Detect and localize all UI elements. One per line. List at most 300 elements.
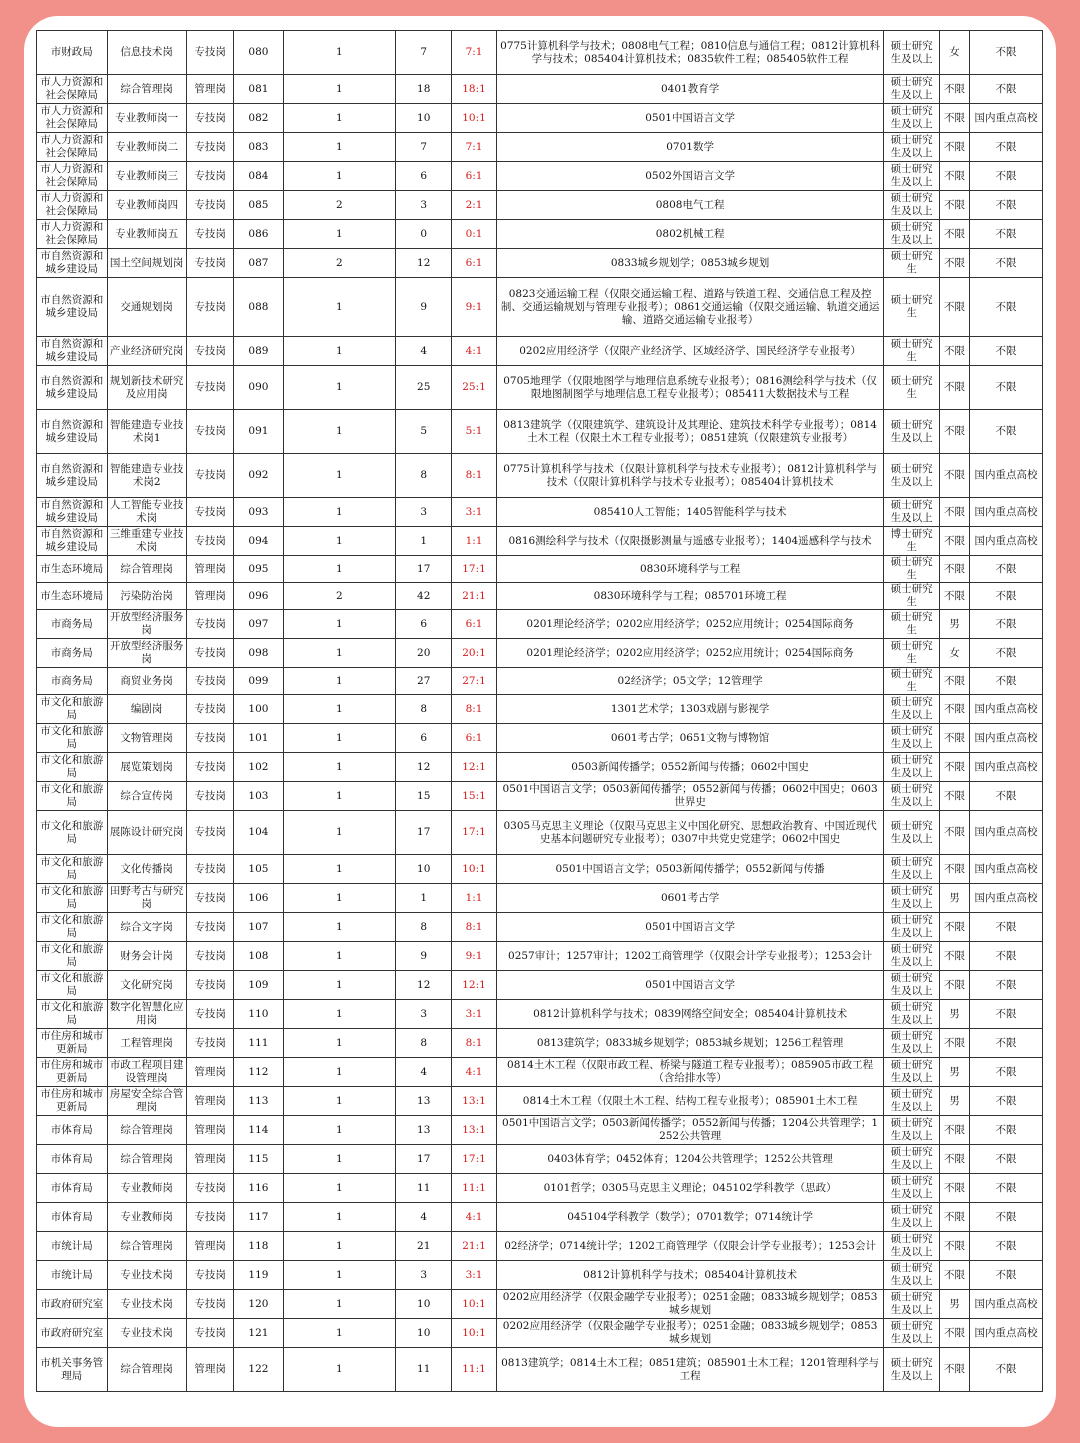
unit-cell: 市文化和旅游局 (37, 811, 108, 855)
unit-cell: 市文化和旅游局 (37, 695, 108, 724)
unit-cell: 市商务局 (37, 610, 108, 639)
school-cell: 不限 (970, 220, 1043, 249)
major-cell: 0601考古学 (496, 884, 884, 913)
gender-cell: 男 (939, 1087, 969, 1116)
education-cell: 硕士研究生及以上 (884, 695, 939, 724)
major-cell: 0813建筑学；0833城乡规划学；0853城乡规划；1256工程管理 (496, 1029, 884, 1058)
table-row (37, 1145, 1043, 1174)
gender-cell: 不限 (939, 1348, 969, 1392)
gender-cell: 不限 (939, 366, 969, 410)
ratio-cell: 20:1 (452, 639, 496, 668)
major-cell: 0813建筑学；0814土木工程；0851建筑；085901土木工程；1201管理科学与工程 (496, 1348, 884, 1392)
applicant-count-cell: 27 (396, 668, 452, 695)
gender-cell: 不限 (939, 220, 969, 249)
school-cell: 不限 (970, 1348, 1043, 1392)
post-type-cell: 专技岗 (186, 220, 234, 249)
plan-count-cell: 1 (283, 610, 396, 639)
applicant-count-cell: 10 (396, 855, 452, 884)
plan-count-cell: 1 (283, 782, 396, 811)
school-cell: 国内重点高校 (970, 527, 1043, 556)
gender-cell: 不限 (939, 410, 969, 454)
post-code-cell: 083 (234, 133, 283, 162)
plan-count-cell: 1 (283, 133, 396, 162)
applicant-count-cell: 6 (396, 162, 452, 191)
plan-count-cell: 1 (283, 278, 396, 337)
school-cell: 不限 (970, 639, 1043, 668)
post-type-cell: 专技岗 (186, 942, 234, 971)
plan-count-cell: 1 (283, 1145, 396, 1174)
applicant-count-cell: 8 (396, 695, 452, 724)
education-cell: 硕士研究生及以上 (884, 782, 939, 811)
education-cell: 硕士研究生及以上 (884, 1261, 939, 1290)
major-cell: 0202应用经济学（仅限金融学专业报考）；0251金融；0833城乡规划学；0853城乡规划 (496, 1290, 884, 1319)
education-cell: 硕士研究生及以上 (884, 1348, 939, 1392)
major-cell: 02经济学；05文学；12管理学 (496, 668, 884, 695)
major-cell: 0501中国语言文学 (496, 913, 884, 942)
unit-cell: 市自然资源和城乡建设局 (37, 527, 108, 556)
applicant-count-cell: 7 (396, 31, 452, 75)
education-cell: 硕士研究生 (884, 583, 939, 610)
post-type-cell: 专技岗 (186, 971, 234, 1000)
post-code-cell: 107 (234, 913, 283, 942)
table-row (37, 1348, 1043, 1392)
ratio-cell: 2:1 (452, 191, 496, 220)
post-type-cell: 专技岗 (186, 366, 234, 410)
unit-cell: 市住房和城市更新局 (37, 1058, 108, 1087)
post-cell: 开放型经济服务岗 (107, 639, 186, 668)
major-cell: 0775计算机科学与技术（仅限计算机科学与技术专业报考）；0812计算机科学与技术（仅限计算机科学与技术专业报考）；085404计算机技术 (496, 454, 884, 498)
applicant-count-cell: 3 (396, 498, 452, 527)
school-cell: 不限 (970, 75, 1043, 104)
post-cell: 信息技术岗 (107, 31, 186, 75)
table-row (37, 971, 1043, 1000)
gender-cell: 不限 (939, 942, 969, 971)
table-row (37, 31, 1043, 75)
post-type-cell: 专技岗 (186, 454, 234, 498)
education-cell: 硕士研究生及以上 (884, 1145, 939, 1174)
plan-count-cell: 1 (283, 556, 396, 583)
post-cell: 污染防治岗 (107, 583, 186, 610)
education-cell: 硕士研究生及以上 (884, 31, 939, 75)
gender-cell: 不限 (939, 133, 969, 162)
ratio-cell: 6:1 (452, 162, 496, 191)
post-type-cell: 专技岗 (186, 1290, 234, 1319)
school-cell: 不限 (970, 556, 1043, 583)
gender-cell: 不限 (939, 1232, 969, 1261)
post-code-cell: 109 (234, 971, 283, 1000)
school-cell: 不限 (970, 610, 1043, 639)
post-type-cell: 专技岗 (186, 884, 234, 913)
applicant-count-cell: 4 (396, 1203, 452, 1232)
applicant-count-cell: 10 (396, 1290, 452, 1319)
ratio-cell: 9:1 (452, 278, 496, 337)
post-type-cell: 专技岗 (186, 724, 234, 753)
ratio-cell: 7:1 (452, 133, 496, 162)
plan-count-cell: 1 (283, 220, 396, 249)
education-cell: 硕士研究生及以上 (884, 1203, 939, 1232)
unit-cell: 市文化和旅游局 (37, 782, 108, 811)
post-cell: 房屋安全综合管理岗 (107, 1087, 186, 1116)
table-row (37, 913, 1043, 942)
unit-cell: 市生态环境局 (37, 556, 108, 583)
post-cell: 智能建造专业技术岗2 (107, 454, 186, 498)
post-cell: 综合管理岗 (107, 556, 186, 583)
applicant-count-cell: 3 (396, 1000, 452, 1029)
plan-count-cell: 1 (283, 1348, 396, 1392)
ratio-cell: 7:1 (452, 31, 496, 75)
unit-cell: 市生态环境局 (37, 583, 108, 610)
post-code-cell: 095 (234, 556, 283, 583)
post-type-cell: 专技岗 (186, 410, 234, 454)
education-cell: 硕士研究生 (884, 366, 939, 410)
school-cell: 不限 (970, 1058, 1043, 1087)
gender-cell: 不限 (939, 527, 969, 556)
post-cell: 综合宣传岗 (107, 782, 186, 811)
applicant-count-cell: 12 (396, 971, 452, 1000)
ratio-cell: 13:1 (452, 1087, 496, 1116)
post-type-cell: 专技岗 (186, 191, 234, 220)
table-row (37, 220, 1043, 249)
table-row (37, 668, 1043, 695)
gender-cell: 不限 (939, 753, 969, 782)
education-cell: 硕士研究生及以上 (884, 1319, 939, 1348)
recruitment-table (36, 30, 1043, 1392)
major-cell: 0601考古学；0651文物与博物馆 (496, 724, 884, 753)
post-code-cell: 084 (234, 162, 283, 191)
post-cell: 文化研究岗 (107, 971, 186, 1000)
post-cell: 文化传播岗 (107, 855, 186, 884)
post-code-cell: 081 (234, 75, 283, 104)
plan-count-cell: 1 (283, 366, 396, 410)
major-cell: 0701数学 (496, 133, 884, 162)
post-cell: 财务会计岗 (107, 942, 186, 971)
unit-cell: 市文化和旅游局 (37, 884, 108, 913)
school-cell: 不限 (970, 1203, 1043, 1232)
ratio-cell: 18:1 (452, 75, 496, 104)
ratio-cell: 11:1 (452, 1174, 496, 1203)
unit-cell: 市财政局 (37, 31, 108, 75)
post-code-cell: 092 (234, 454, 283, 498)
post-cell: 综合管理岗 (107, 1232, 186, 1261)
gender-cell: 不限 (939, 782, 969, 811)
post-type-cell: 管理岗 (186, 1116, 234, 1145)
education-cell: 硕士研究生及以上 (884, 1232, 939, 1261)
post-code-cell: 098 (234, 639, 283, 668)
post-code-cell: 086 (234, 220, 283, 249)
school-cell: 不限 (970, 971, 1043, 1000)
post-code-cell: 096 (234, 583, 283, 610)
gender-cell: 不限 (939, 668, 969, 695)
plan-count-cell: 1 (283, 1203, 396, 1232)
post-cell: 专业教师岗二 (107, 133, 186, 162)
post-type-cell: 专技岗 (186, 278, 234, 337)
school-cell: 不限 (970, 410, 1043, 454)
post-cell: 综合管理岗 (107, 1348, 186, 1392)
education-cell: 硕士研究生及以上 (884, 454, 939, 498)
education-cell: 硕士研究生 (884, 668, 939, 695)
ratio-cell: 17:1 (452, 556, 496, 583)
table-row (37, 1087, 1043, 1116)
post-cell: 专业技术岗 (107, 1261, 186, 1290)
ratio-cell: 1:1 (452, 527, 496, 556)
unit-cell: 市体育局 (37, 1116, 108, 1145)
table-row (37, 1290, 1043, 1319)
post-cell: 专业教师岗五 (107, 220, 186, 249)
gender-cell: 男 (939, 884, 969, 913)
post-type-cell: 专技岗 (186, 753, 234, 782)
unit-cell: 市文化和旅游局 (37, 971, 108, 1000)
ratio-cell: 10:1 (452, 1290, 496, 1319)
applicant-count-cell: 4 (396, 1058, 452, 1087)
plan-count-cell: 1 (283, 1000, 396, 1029)
post-type-cell: 专技岗 (186, 1000, 234, 1029)
major-cell: 0257审计；1257审计；1202工商管理学（仅限会计学专业报考）；1253会计 (496, 942, 884, 971)
post-type-cell: 专技岗 (186, 133, 234, 162)
ratio-cell: 3:1 (452, 1000, 496, 1029)
education-cell: 硕士研究生及以上 (884, 1000, 939, 1029)
gender-cell: 不限 (939, 855, 969, 884)
major-cell: 0403体育学；0452体育；1204公共管理学；1252公共管理 (496, 1145, 884, 1174)
post-cell: 文物管理岗 (107, 724, 186, 753)
post-cell: 专业教师岗四 (107, 191, 186, 220)
applicant-count-cell: 10 (396, 104, 452, 133)
school-cell: 不限 (970, 162, 1043, 191)
plan-count-cell: 1 (283, 971, 396, 1000)
applicant-count-cell: 17 (396, 811, 452, 855)
post-type-cell: 专技岗 (186, 668, 234, 695)
education-cell: 硕士研究生 (884, 639, 939, 668)
major-cell: 0503新闻传播学；0552新闻与传播；0602中国史 (496, 753, 884, 782)
plan-count-cell: 1 (283, 454, 396, 498)
gender-cell: 不限 (939, 75, 969, 104)
applicant-count-cell: 3 (396, 191, 452, 220)
ratio-cell: 21:1 (452, 1232, 496, 1261)
post-code-cell: 099 (234, 668, 283, 695)
school-cell: 不限 (970, 1261, 1043, 1290)
education-cell: 硕士研究生及以上 (884, 753, 939, 782)
school-cell: 不限 (970, 668, 1043, 695)
school-cell: 国内重点高校 (970, 1319, 1043, 1348)
post-cell: 专业教师岗三 (107, 162, 186, 191)
table-row (37, 249, 1043, 278)
gender-cell: 不限 (939, 191, 969, 220)
table-row (37, 724, 1043, 753)
gender-cell: 不限 (939, 1319, 969, 1348)
post-code-cell: 087 (234, 249, 283, 278)
education-cell: 硕士研究生及以上 (884, 75, 939, 104)
unit-cell: 市人力资源和社会保障局 (37, 133, 108, 162)
major-cell: 0813建筑学（仅限建筑学、建筑设计及其理论、建筑技术科学专业报考）；0814土木工程（仅限土木工程专业报考）；0851建筑（仅限建筑专业报考） (496, 410, 884, 454)
ratio-cell: 12:1 (452, 753, 496, 782)
unit-cell: 市统计局 (37, 1232, 108, 1261)
post-code-cell: 103 (234, 782, 283, 811)
gender-cell: 不限 (939, 454, 969, 498)
post-type-cell: 管理岗 (186, 1058, 234, 1087)
post-cell: 综合文字岗 (107, 913, 186, 942)
table-row (37, 278, 1043, 337)
post-type-cell: 专技岗 (186, 1174, 234, 1203)
post-cell: 综合管理岗 (107, 75, 186, 104)
unit-cell: 市文化和旅游局 (37, 855, 108, 884)
post-code-cell: 090 (234, 366, 283, 410)
education-cell: 硕士研究生及以上 (884, 724, 939, 753)
plan-count-cell: 1 (283, 855, 396, 884)
gender-cell: 不限 (939, 249, 969, 278)
plan-count-cell: 1 (283, 337, 396, 366)
gender-cell: 不限 (939, 583, 969, 610)
major-cell: 0833城乡规划学；0853城乡规划 (496, 249, 884, 278)
post-cell: 综合管理岗 (107, 1116, 186, 1145)
post-type-cell: 管理岗 (186, 1145, 234, 1174)
ratio-cell: 6:1 (452, 249, 496, 278)
ratio-cell: 4:1 (452, 1058, 496, 1087)
unit-cell: 市自然资源和城乡建设局 (37, 366, 108, 410)
gender-cell: 不限 (939, 498, 969, 527)
applicant-count-cell: 9 (396, 942, 452, 971)
table-row (37, 1058, 1043, 1087)
post-code-cell: 082 (234, 104, 283, 133)
unit-cell: 市住房和城市更新局 (37, 1029, 108, 1058)
applicant-count-cell: 5 (396, 410, 452, 454)
post-type-cell: 专技岗 (186, 162, 234, 191)
school-cell: 国内重点高校 (970, 811, 1043, 855)
school-cell: 不限 (970, 1145, 1043, 1174)
table-row (37, 583, 1043, 610)
ratio-cell: 4:1 (452, 337, 496, 366)
table-row (37, 1261, 1043, 1290)
school-cell: 不限 (970, 191, 1043, 220)
gender-cell: 不限 (939, 724, 969, 753)
plan-count-cell: 1 (283, 1116, 396, 1145)
table-row (37, 133, 1043, 162)
post-cell: 商贸业务岗 (107, 668, 186, 695)
education-cell: 硕士研究生 (884, 610, 939, 639)
post-code-cell: 114 (234, 1116, 283, 1145)
unit-cell: 市住房和城市更新局 (37, 1087, 108, 1116)
unit-cell: 市人力资源和社会保障局 (37, 191, 108, 220)
post-code-cell: 122 (234, 1348, 283, 1392)
ratio-cell: 9:1 (452, 942, 496, 971)
plan-count-cell: 1 (283, 639, 396, 668)
post-code-cell: 118 (234, 1232, 283, 1261)
major-cell: 0802机械工程 (496, 220, 884, 249)
applicant-count-cell: 25 (396, 366, 452, 410)
gender-cell: 男 (939, 610, 969, 639)
table-row (37, 1319, 1043, 1348)
plan-count-cell: 1 (283, 31, 396, 75)
major-cell: 1301艺术学；1303戏剧与影视学 (496, 695, 884, 724)
plan-count-cell: 1 (283, 75, 396, 104)
applicant-count-cell: 9 (396, 278, 452, 337)
table-row (37, 1174, 1043, 1203)
table-row (37, 811, 1043, 855)
post-cell: 三维重建专业技术岗 (107, 527, 186, 556)
post-cell: 田野考古与研究岗 (107, 884, 186, 913)
gender-cell: 男 (939, 1058, 969, 1087)
applicant-count-cell: 4 (396, 337, 452, 366)
applicant-count-cell: 15 (396, 782, 452, 811)
education-cell: 硕士研究生及以上 (884, 191, 939, 220)
plan-count-cell: 1 (283, 695, 396, 724)
school-cell: 不限 (970, 278, 1043, 337)
post-cell: 专业技术岗 (107, 1290, 186, 1319)
school-cell: 不限 (970, 913, 1043, 942)
applicant-count-cell: 0 (396, 220, 452, 249)
ratio-cell: 8:1 (452, 1029, 496, 1058)
school-cell: 不限 (970, 1087, 1043, 1116)
post-type-cell: 管理岗 (186, 1087, 234, 1116)
ratio-cell: 8:1 (452, 913, 496, 942)
major-cell: 0202应用经济学（仅限产业经济学、区域经济学、国民经济学专业报考） (496, 337, 884, 366)
major-cell: 0775计算机科学与技术；0808电气工程；0810信息与通信工程；0812计算机科学与技术；085404计算机技术；0835软件工程；085405软件工程 (496, 31, 884, 75)
plan-count-cell: 1 (283, 104, 396, 133)
table-row (37, 942, 1043, 971)
major-cell: 0823交通运输工程（仅限交通运输工程、道路与铁道工程、交通信息工程及控制、交通运输规划与管理专业报考）；0861交通运输（仅限交通运输、轨道交通运输、道路交通运输专业报考） (496, 278, 884, 337)
gender-cell: 不限 (939, 1261, 969, 1290)
applicant-count-cell: 6 (396, 724, 452, 753)
school-cell: 国内重点高校 (970, 498, 1043, 527)
table-row (37, 527, 1043, 556)
major-cell: 0812计算机科学与技术；085404计算机技术 (496, 1261, 884, 1290)
table-row (37, 1232, 1043, 1261)
education-cell: 硕士研究生 (884, 337, 939, 366)
unit-cell: 市统计局 (37, 1261, 108, 1290)
education-cell: 硕士研究生及以上 (884, 220, 939, 249)
gender-cell: 男 (939, 1000, 969, 1029)
major-cell: 085410人工智能；1405智能科学与技术 (496, 498, 884, 527)
applicant-count-cell: 10 (396, 1319, 452, 1348)
education-cell: 博士研究生 (884, 527, 939, 556)
applicant-count-cell: 18 (396, 75, 452, 104)
major-cell: 0501中国语言文学；0503新闻传播学；0552新闻与传播 (496, 855, 884, 884)
unit-cell: 市体育局 (37, 1174, 108, 1203)
applicant-count-cell: 3 (396, 1261, 452, 1290)
post-type-cell: 专技岗 (186, 639, 234, 668)
plan-count-cell: 2 (283, 583, 396, 610)
school-cell: 不限 (970, 1232, 1043, 1261)
education-cell: 硕士研究生 (884, 249, 939, 278)
education-cell: 硕士研究生及以上 (884, 1174, 939, 1203)
unit-cell: 市自然资源和城乡建设局 (37, 454, 108, 498)
post-type-cell: 专技岗 (186, 498, 234, 527)
post-cell: 展览策划岗 (107, 753, 186, 782)
unit-cell: 市政府研究室 (37, 1319, 108, 1348)
major-cell: 0501中国语言文学 (496, 971, 884, 1000)
gender-cell: 不限 (939, 162, 969, 191)
major-cell: 0814土木工程（仅限土木工程、结构工程专业报考）；085901土木工程 (496, 1087, 884, 1116)
school-cell: 不限 (970, 249, 1043, 278)
applicant-count-cell: 42 (396, 583, 452, 610)
post-cell: 综合管理岗 (107, 1145, 186, 1174)
gender-cell: 男 (939, 1290, 969, 1319)
post-code-cell: 102 (234, 753, 283, 782)
post-type-cell: 专技岗 (186, 610, 234, 639)
education-cell: 硕士研究生及以上 (884, 498, 939, 527)
ratio-cell: 10:1 (452, 104, 496, 133)
applicant-count-cell: 7 (396, 133, 452, 162)
table-row (37, 191, 1043, 220)
unit-cell: 市文化和旅游局 (37, 1000, 108, 1029)
post-cell: 展陈设计研究岗 (107, 811, 186, 855)
table-row (37, 1116, 1043, 1145)
applicant-count-cell: 1 (396, 527, 452, 556)
ratio-cell: 17:1 (452, 1145, 496, 1174)
post-type-cell: 专技岗 (186, 913, 234, 942)
major-cell: 045104学科教学（数学）；0701数学；0714统计学 (496, 1203, 884, 1232)
table-row (37, 162, 1043, 191)
table-row (37, 855, 1043, 884)
applicant-count-cell: 13 (396, 1087, 452, 1116)
